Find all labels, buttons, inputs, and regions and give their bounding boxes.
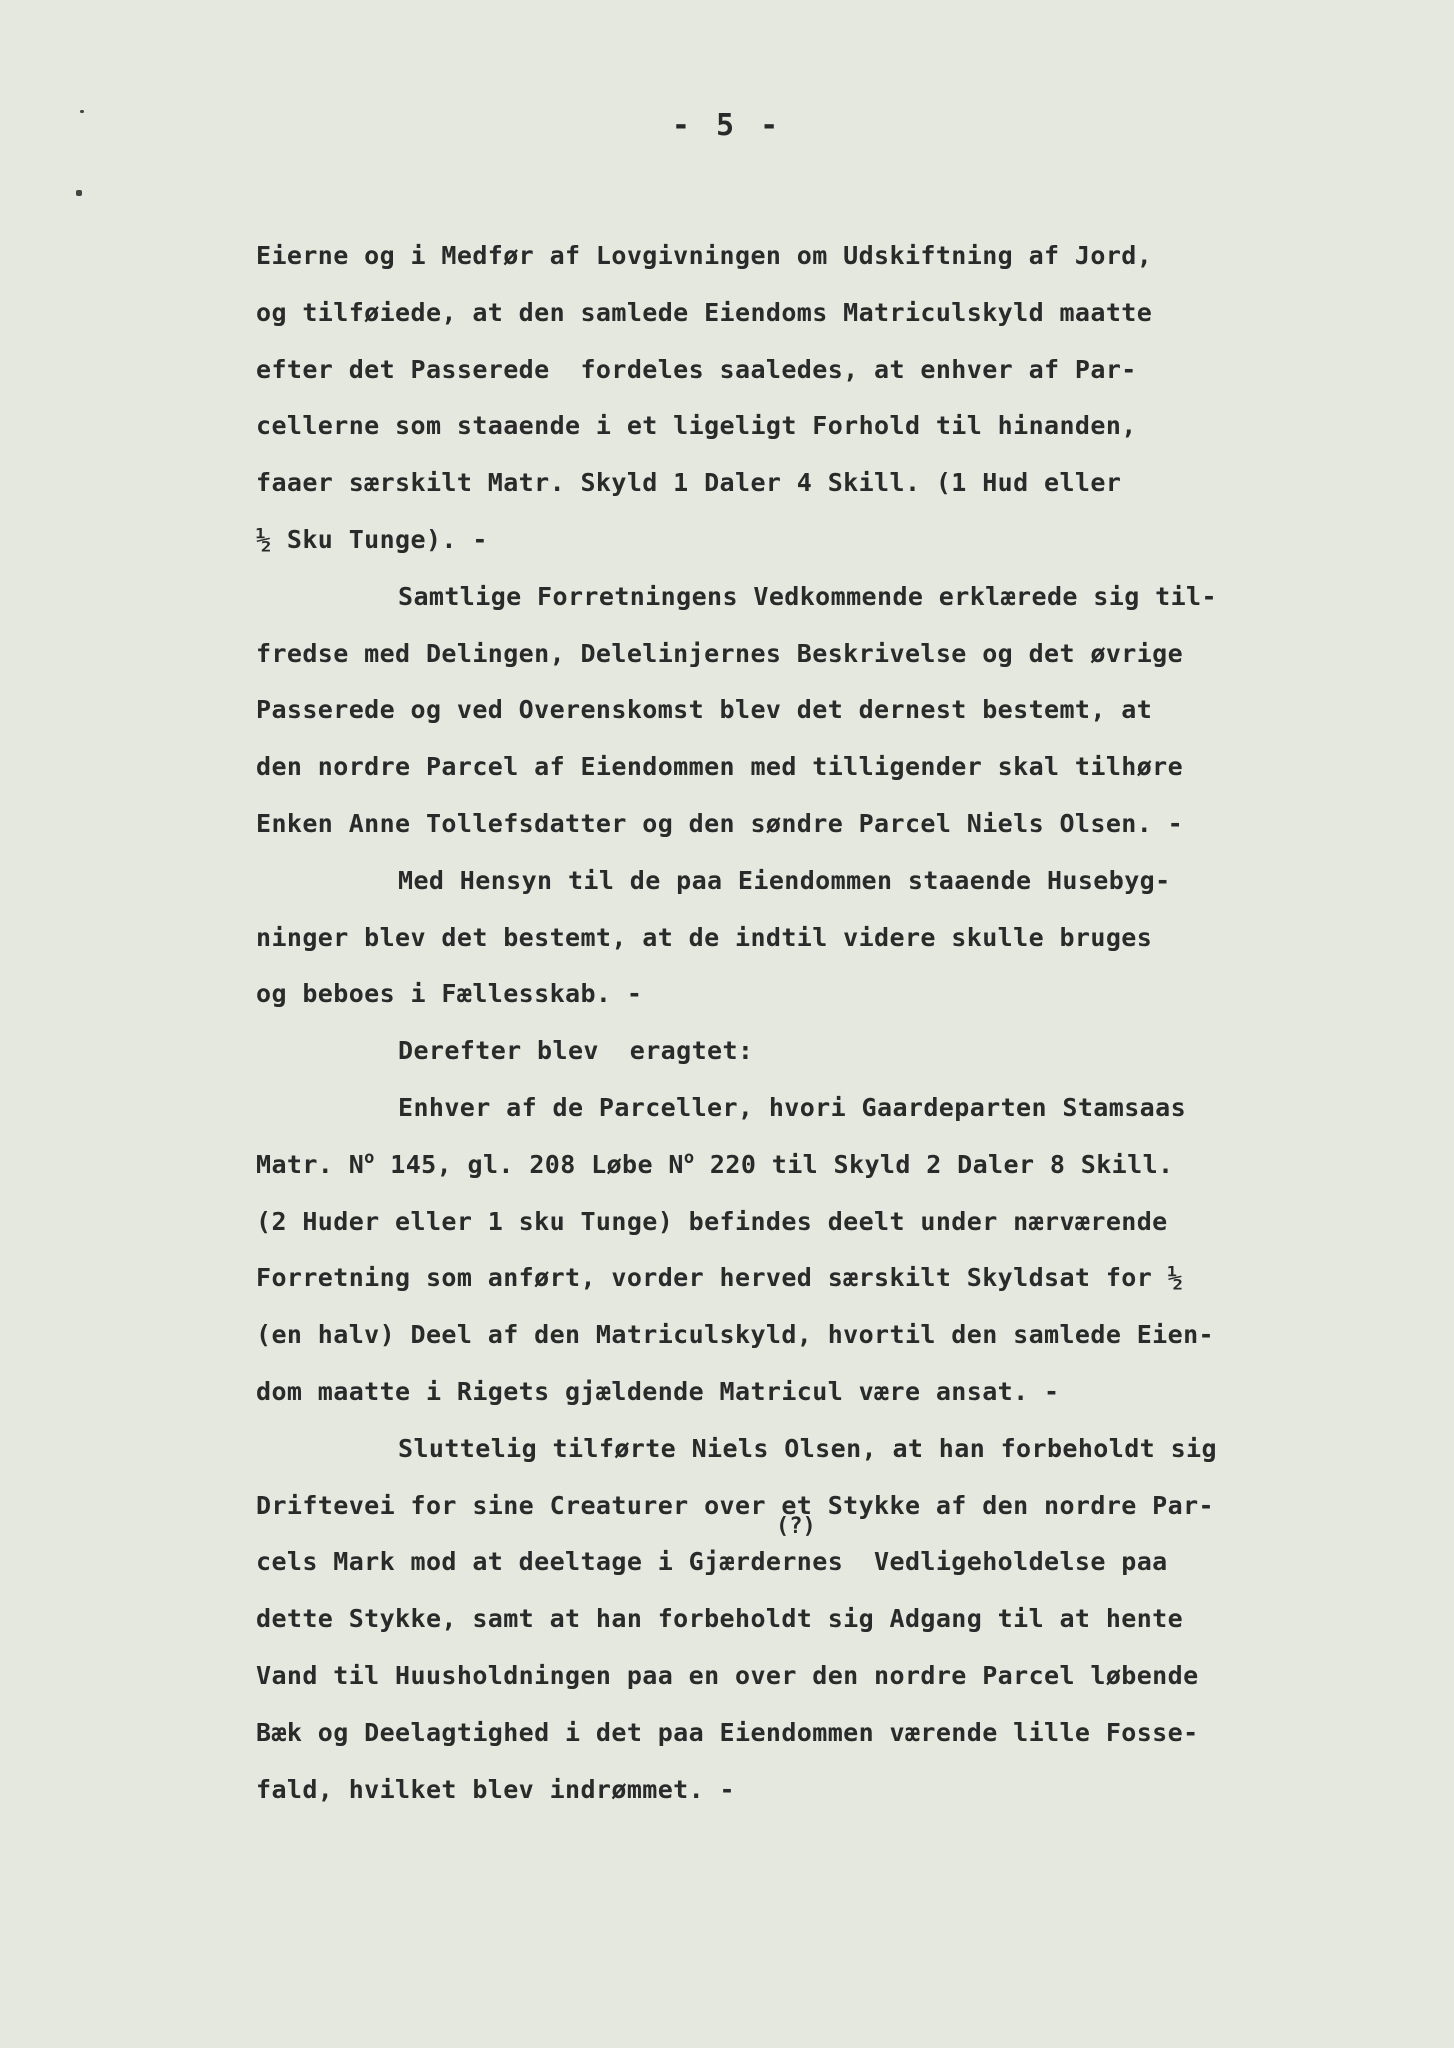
interlinear-note: (?) <box>776 1514 816 1539</box>
text-line: Enken Anne Tollefsdatter og den søndre Parcel Niels Olsen. - <box>256 808 1184 838</box>
text-line: Eierne og i Medfør af Lovgivningen om Udskiftning af Jord, <box>256 241 1153 270</box>
text-line: og beboes i Fællesskab. - <box>256 979 643 1009</box>
margin-mark-dot <box>76 190 82 196</box>
text-line: Derefter blev eragtet: <box>398 1036 754 1066</box>
text-line: Passerede og ved Overenskomst blev det dernest bestemt, at <box>256 695 1153 725</box>
text-line: fald, hvilket blev indrømmet. - <box>256 1774 735 1804</box>
text-segment: 145, gl. 208 Løbe N <box>374 1149 684 1179</box>
text-line: ninger blev det bestemt, at de indtil videre skulle bruges <box>256 922 1153 952</box>
text-line: Vand til Huusholdningen paa en over den nordre Parcel løbende <box>256 1660 1199 1690</box>
superscript-o: o <box>364 1147 375 1168</box>
page-number: - 5 - <box>671 108 783 143</box>
superscript-o: o <box>683 1147 695 1168</box>
text-line: faaer særskilt Matr. Skyld 1 Daler 4 Skill. (1 Hud eller <box>256 468 1122 498</box>
text-line: Bæk og Deelagtighed i det paa Eiendommen værende lille Fosse- <box>256 1717 1199 1747</box>
text-line: (2 Huder eller 1 sku Tunge) befindes deelt under nærværende <box>256 1206 1168 1236</box>
text-line: den nordre Parcel af Eiendommen med tilligender skal tilhøre <box>256 752 1184 782</box>
text-line: Forretning som anført, vorder herved særskilt Skyldsat for ½ <box>256 1263 1184 1293</box>
text-line: (en halv) Deel af den Matriculskyld, hvortil den samlede Eien- <box>256 1320 1214 1350</box>
text-line: dom maatte i Rigets gjældende Matricul være ansat. - <box>256 1376 1060 1406</box>
text-line: og tilføiede, at den samlede Eiendoms Matriculskyld maatte <box>256 297 1153 327</box>
text-line: dette Stykke, samt at han forbeholdt sig Adgang til at hente <box>256 1604 1184 1634</box>
text-line: Enhver af de Parceller, hvori Gaardeparten Stamsaas <box>398 1092 1187 1122</box>
body-text <box>256 228 1356 1818</box>
text-line: Med Hensyn til de paa Eiendommen staaende Husebyg- <box>398 865 1171 895</box>
text-segment: 220 til Skyld 2 Daler 8 Skill. <box>694 1149 1174 1179</box>
text-line: Sluttelig tilførte Niels Olsen, at han forbeholdt sig <box>398 1433 1217 1463</box>
text-segment: Matr. N <box>256 1149 365 1179</box>
text-line: cellerne som staaende i et ligeligt Forhold til hinanden, <box>256 411 1137 441</box>
text-line: ½ Sku Tunge). - <box>256 524 488 554</box>
text-line: fredse med Delingen, Delelinjernes Beskrivelse og det øvrige <box>256 638 1184 668</box>
text-line: Samtlige Forretningens Vedkommende erklærede sig til- <box>398 581 1217 611</box>
text-line: Driftevei for sine Creaturer over et Stykke af den nordre Par- <box>256 1490 1214 1520</box>
text-line: cels Mark mod at deeltage i Gjærdernes Vedligeholdelse paa <box>256 1547 1168 1577</box>
text-line-matr <box>256 1137 1356 1194</box>
text-line: efter det Passerede fordeles saaledes, at enhver af Par- <box>256 354 1137 384</box>
